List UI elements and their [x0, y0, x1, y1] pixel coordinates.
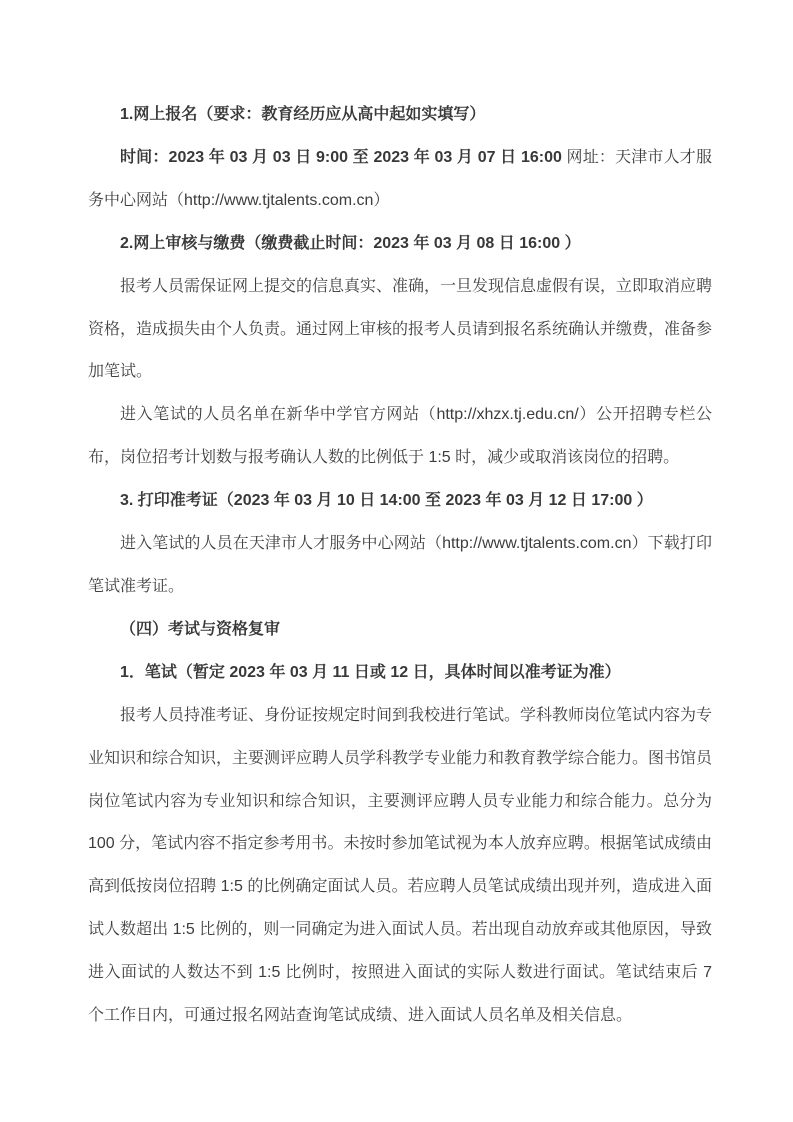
section-heading: 1.网上报名（要求：教育经历应从高中起如实填写）	[120, 106, 486, 123]
document-content	[88, 94, 712, 1038]
section-heading: 1．笔试（暂定 2023 年 03 月 11 日或 12 日，具体时间以准考证为准）	[120, 663, 621, 681]
body-paragraph: 报考人员持准考证、身份证按规定时间到我校进行笔试。学科教师岗位笔试内容为专业知识和综合知识，主要测评应聘人员学科教学专业能力和教育教学综合能力。图书馆员岗位笔试内容为专业知识和综合知识，主要测评应聘人员专业能力和综合能力。总分为 100 分，笔试内容不指定参考用书。未按时参加笔试视为本人放弃应聘。根据笔试成绩由高到低按岗位招聘 1:5 的比例确定面试人员。若应聘人员笔试成绩出现并列，造成进入面试人数超出 1:5 比例的，则一同确定为进入面试人员。若出现自动放弃或其他原因，导致进入面试的人数达不到 1:5 比例时，按照进入面试的实际人数进行面试。笔试结束后 7 个工作日内，可通过报名网站查询笔试成绩、进入面试人员名单及相关信息。	[88, 706, 713, 1025]
body-paragraph: 进入笔试的人员在天津市人才服务中心网站（http://www.tjtalents.com.cn）下载打印笔试准考证。	[88, 535, 712, 595]
section-heading: （四）考试与资格复审	[120, 620, 281, 638]
body-paragraph: 进入笔试的人员名单在新华中学官方网站（http://xhzx.tj.edu.cn/）公开招聘专栏公布，岗位招考计划数与报考确认人数的比例低于 1:5 时，减少或取消该岗位的招聘。	[88, 406, 712, 467]
body-paragraph: 报考人员需保证网上提交的信息真实、准确，一旦发现信息虚假有误，立即取消应聘资格，造成损失由个人负责。通过网上审核的报考人员请到报名系统确认并缴费，准备参加笔试。	[88, 277, 713, 381]
section-heading: 2.网上审核与缴费（缴费截止时间：2023 年 03 月 08 日 16:00 ）	[120, 234, 581, 252]
bold-text-run: 时间：2023 年 03 月 03 日 9:00 至 2023 年 03 月 07 日 16:00	[120, 148, 567, 166]
body-paragraph	[88, 137, 712, 223]
section-heading: 3. 打印准考证（2023 年 03 月 10 日 14:00 至 2023 年 03 月 12 日 17:00 ）	[120, 492, 653, 510]
regular-text-run: 网址：天津市人才服务中心网站（http://www.tjtalents.com.cn）	[88, 148, 712, 209]
